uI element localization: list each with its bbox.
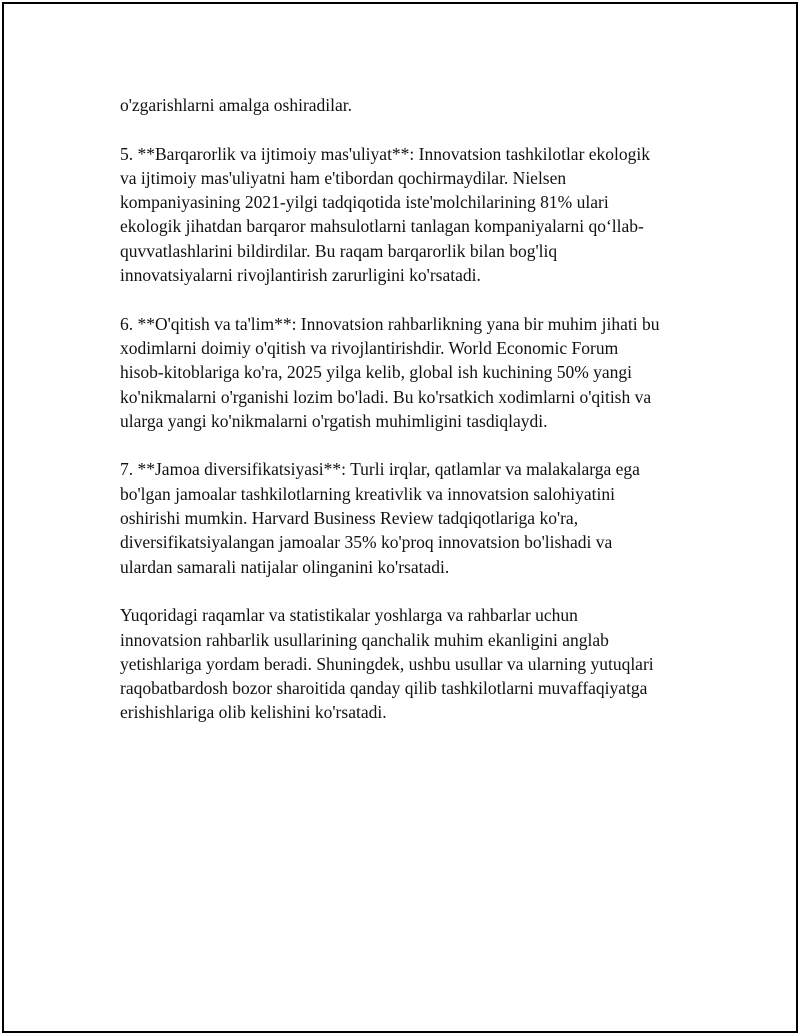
text-line: bo'lgan jamoalar tashkilotlarning kreativlik va innovatsion salohiyatini bbox=[120, 483, 615, 504]
text-line: va ijtimoiy mas'uliyatni ham e'tibordan qochirmaydilar. Nielsen bbox=[120, 167, 567, 188]
text-line: ko'nikmalarni o'rganishi lozim bo'ladi. Bu ko'rsatkich xodimlarni o'qitish va bbox=[120, 386, 652, 407]
text-line: oshirishi mumkin. Harvard Business Review tadqiqotlariga ko'ra, bbox=[120, 508, 579, 529]
text-line: kompaniyasining 2021-yilgi tadqiqotida iste'molchilarining 81% ulari bbox=[120, 192, 609, 213]
paragraph-conclusion bbox=[120, 603, 700, 724]
text-line: diversifikatsiyalangan jamoalar 35% ko'proq innovatsion bo'lishadi va bbox=[120, 532, 613, 553]
text-line: ulardan samarali natijalar olinganini ko'rsatadi. bbox=[120, 556, 450, 577]
paragraph-sustainability bbox=[120, 142, 700, 288]
document-page bbox=[2, 2, 798, 1033]
text-line: innovatsion rahbarlik usullarining qanchalik muhim ekanligini anglab bbox=[120, 629, 609, 650]
paragraph-gap bbox=[120, 117, 700, 141]
text-line: raqobatbardosh bozor sharoitida qanday qilib tashkilotlarni muvaffaqiyatga bbox=[120, 678, 648, 699]
text-line: innovatsiyalarni rivojlantirish zarurligini ko'rsatadi. bbox=[120, 265, 481, 286]
text-line: 5. **Barqarorlik va ijtimoiy mas'uliyat**: Innovatsion tashkilotlar ekologik bbox=[120, 143, 651, 164]
text-line: o'zgarishlarni amalga oshiradilar. bbox=[120, 95, 353, 115]
paragraph-diversity bbox=[120, 457, 700, 578]
text-line: xodimlarni doimiy o'qitish va rivojlantirishdir. World Economic Forum bbox=[120, 337, 619, 358]
text-line: erishishlariga olib kelishini ko'rsatadi. bbox=[120, 702, 387, 723]
text-line: hisob-kitoblariga ko'ra, 2025 yilga kelib, global ish kuchining 50% yangi bbox=[120, 362, 633, 383]
paragraph-gap bbox=[120, 579, 700, 603]
text-line: quvvatlashlarini bildirdilar. Bu raqam barqarorlik bilan bog'liq bbox=[120, 240, 558, 261]
paragraph-gap bbox=[120, 287, 700, 311]
text-line: 6. **O'qitish va ta'lim**: Innovatsion rahbarlikning yana bir muhim jihati bu bbox=[120, 313, 660, 334]
text-line: Yuqoridagi raqamlar va statistikalar yoshlarga va rahbarlar uchun bbox=[120, 605, 578, 626]
text-line: ekologik jihatdan barqaror mahsulotlarni tanlagan kompaniyalarni qo‘llab- bbox=[120, 216, 644, 237]
text-line: ularga yangi ko'nikmalarni o'rgatish muhimligini tasdiqlaydi. bbox=[120, 410, 548, 431]
text-line: yetishlariga yordam beradi. Shuningdek, ushbu usullar va ularning yutuqlari bbox=[120, 653, 654, 674]
text-line: 7. **Jamoa diversifikatsiyasi**: Turli irqlar, qatlamlar va malakalarga ega bbox=[120, 459, 640, 480]
paragraph-continuation bbox=[120, 93, 700, 117]
paragraph-gap bbox=[120, 433, 700, 457]
paragraph-training bbox=[120, 312, 700, 433]
document-body bbox=[120, 93, 700, 725]
